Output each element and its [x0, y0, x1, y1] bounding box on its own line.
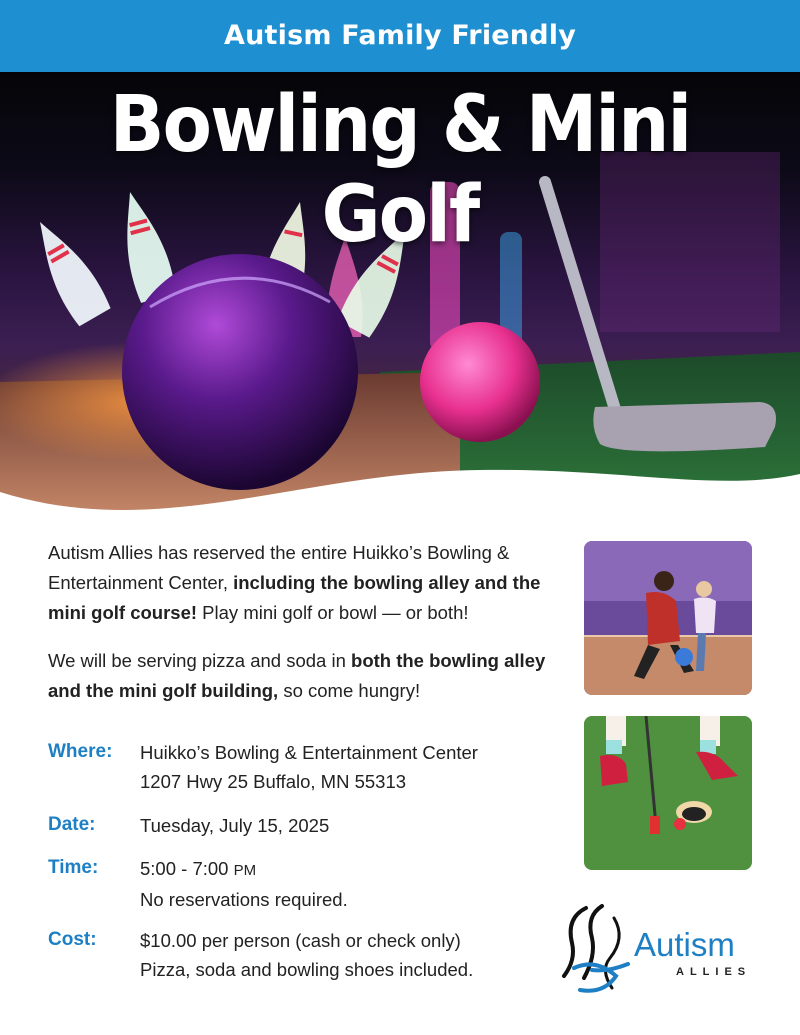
mini-golf-photo	[584, 716, 752, 870]
autism-allies-logo	[556, 898, 766, 1003]
logo-word: Autism	[634, 926, 735, 963]
time-range: 5:00 - 7:00	[140, 858, 229, 879]
time-suffix: PM	[233, 862, 257, 879]
hero-title: Bowling & Mini Golf	[109, 80, 691, 260]
intro-text: Play mini golf or bowl — or both!	[197, 602, 469, 623]
time-value	[140, 854, 348, 914]
bowling-photo	[584, 541, 752, 695]
intro-text: Autism Allies has reserved the entire Huikko’s Bowling & Entertainment Center,	[48, 542, 510, 593]
intro-bold-text: including the bowling alley and the mini golf course!	[48, 572, 541, 623]
banner-text: Autism Family Friendly	[223, 20, 576, 51]
date-label: Date:	[48, 814, 96, 835]
intro-text: We will be serving pizza and soda in	[48, 650, 352, 671]
intro-paragraph-1	[48, 538, 558, 628]
date-value: Tuesday, July 15, 2025	[140, 815, 330, 836]
cost-value	[140, 926, 473, 984]
where-value	[140, 738, 478, 796]
time-note: No reservations required.	[140, 889, 348, 910]
venue-name: Huikko’s Bowling & Entertainment Center	[140, 742, 478, 763]
intro-paragraph-2	[48, 646, 558, 706]
where-label: Where:	[48, 741, 113, 762]
cost-label: Cost:	[48, 929, 97, 950]
cost-price: $10.00 per person (cash or check only)	[140, 930, 461, 951]
time-label: Time:	[48, 857, 99, 878]
logo-mark	[556, 898, 636, 1003]
logo-sub: ALLIES	[676, 966, 752, 978]
venue-address: 1207 Hwy 25 Buffalo, MN 55313	[140, 771, 407, 792]
intro-bold-text: both the bowling alley and the mini golf building,	[48, 650, 546, 701]
intro-text: so come hungry!	[278, 680, 421, 701]
cost-includes: Pizza, soda and bowling shoes included.	[140, 959, 474, 980]
